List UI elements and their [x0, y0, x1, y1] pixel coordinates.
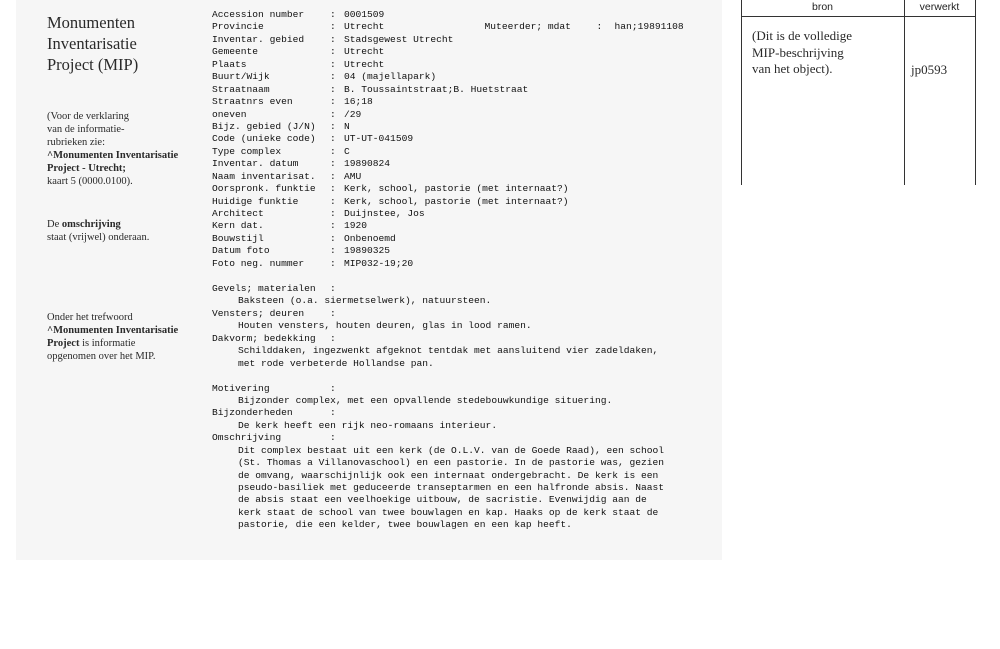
field-separator: : — [330, 183, 336, 195]
section-label: Motivering — [212, 382, 270, 394]
source-table — [741, 0, 991, 185]
field-separator: : — [330, 133, 336, 145]
field-separator: : — [330, 257, 336, 269]
note-text: De — [47, 219, 62, 230]
field-value: Onbenoemd — [344, 232, 396, 244]
section-line: pastorie, die een kelder, twee bouwlagen en een kap heeft. — [238, 519, 572, 531]
section-heading — [212, 432, 732, 444]
note-line: opgenomen over het MIP. — [47, 351, 156, 362]
note-line: (Voor de verklaring — [47, 111, 130, 122]
field-label: Muteerder; mdat — [484, 21, 571, 33]
section-label: Dakvorm; bedekking — [212, 332, 316, 344]
section-body — [212, 320, 732, 332]
field-label: Accession number — [212, 9, 305, 20]
field-label: Type complex — [212, 145, 282, 157]
field-separator: : — [330, 232, 336, 244]
field-label: Huidige funktie — [212, 195, 299, 207]
field-label: Oorspronk. funktie — [212, 183, 316, 195]
field-value: Utrecht — [344, 46, 385, 58]
verwerkt-header: verwerkt — [919, 1, 960, 13]
section-label: Bijzonderheden — [212, 407, 293, 419]
field-value: B. Toussaintstraat;B. Huetstraat — [344, 83, 529, 95]
section-label: Omschrijving — [212, 432, 282, 444]
section-line: (St. Thomas a Villanovaschool) en een pastorie. In de pastorie was, gezien — [238, 457, 665, 469]
field-label: Inventar. datum — [212, 158, 299, 170]
section-body — [212, 395, 732, 407]
field-value: AMU — [344, 170, 362, 182]
field-row — [212, 196, 569, 208]
verwerkt-value: jp0593 — [911, 62, 948, 77]
section-line: Schilddaken, ingezwenkt afgeknot tentdak met aansluitend vier zadeldaken, — [238, 345, 659, 357]
description-sections — [212, 283, 732, 532]
field-value: Stadsgewest Utrecht — [344, 33, 454, 45]
section-separator: : — [330, 332, 336, 344]
field-row — [212, 208, 569, 220]
table-border-left — [741, 0, 742, 185]
note-bold: Project — [47, 338, 80, 349]
field-value: Kerk, school, pastorie (met internaat?) — [344, 195, 569, 207]
section-line: De kerk heeft een rijk neo-romaans interieur. — [238, 419, 498, 431]
field-value: 19890824 — [344, 158, 391, 170]
field-label: Straatnaam — [212, 83, 270, 95]
note-line — [47, 162, 207, 175]
field-row — [212, 171, 569, 183]
section-line: de omvang, waarschijnlijk ook een internaat ondergebracht. De kerk is een — [238, 469, 659, 481]
section-line: kerk staat de school van twee bouwlagen en kap. Haaks op de kerk staat de — [238, 506, 659, 518]
legend-note — [47, 110, 207, 188]
section-separator: : — [330, 407, 336, 419]
field-value: MIP032-19;20 — [344, 257, 414, 269]
field-value: UT-UT-041509 — [344, 133, 414, 145]
field-value: N — [344, 120, 350, 132]
mip-title-line: Inventarisatie — [47, 34, 137, 53]
note-line: kaart 5 (0000.0100). — [47, 176, 133, 187]
field-label: Plaats — [212, 58, 247, 70]
field-separator: : — [330, 108, 336, 120]
field-label: Straatnrs even — [212, 96, 293, 108]
section-line: Houten vensters, houten deuren, glas in lood ramen. — [238, 320, 532, 332]
field-row — [212, 121, 569, 133]
bron-header: bron — [811, 1, 833, 13]
section-line: Baksteen (o.a. siermetselwerk), natuursteen. — [238, 295, 492, 307]
bron-line: MIP-beschrijving — [752, 44, 844, 60]
field-row — [212, 220, 569, 232]
note-text: is informatie — [79, 338, 136, 349]
field-row — [212, 133, 569, 145]
field-separator: : — [330, 158, 336, 170]
bron-line: van het object). — [752, 61, 833, 76]
note-line: rubrieken zie: — [47, 137, 106, 148]
record-fields — [212, 9, 684, 270]
section-body — [212, 420, 732, 432]
mip-title-line: Project (MIP) — [47, 55, 139, 74]
field-value: Duijnstee, Jos — [344, 208, 425, 219]
field-separator: : — [330, 71, 336, 83]
note-bold: omschrijving — [61, 219, 121, 230]
section-heading — [212, 383, 732, 395]
left-margin-notes — [47, 12, 197, 362]
field-row — [212, 59, 569, 71]
section-separator: : — [330, 307, 336, 319]
field-separator: : — [330, 9, 336, 20]
field-row — [212, 258, 569, 270]
muteerder-field — [450, 9, 684, 46]
omschrijving-note — [47, 218, 207, 244]
field-label: Buurt/Wijk — [212, 71, 270, 83]
section-heading — [212, 283, 732, 295]
field-separator: : — [596, 21, 603, 33]
fields-list — [212, 9, 569, 270]
field-separator: : — [330, 208, 336, 219]
section-line: Dit complex bestaat uit een kerk (de O.L.V. van de Goede Raad), een school — [238, 444, 665, 456]
section-heading — [212, 308, 732, 320]
field-row — [212, 71, 569, 83]
field-separator: : — [330, 58, 336, 70]
field-label: Gemeente — [212, 46, 259, 58]
field-row — [212, 109, 569, 121]
field-row — [212, 96, 569, 108]
section-line: pseudo-basiliek met geduceerde transeptarmen en een halfronde absis. Naast — [238, 482, 665, 493]
section-body — [212, 295, 732, 307]
section-line: Bijzonder complex, met een opvallende stedebouwkundige situering. — [238, 394, 613, 406]
note-line: van de informatie- — [47, 124, 125, 135]
section-label: Vensters; deuren — [212, 307, 305, 319]
field-value: 0001509 — [344, 9, 385, 20]
section-separator: : — [330, 432, 336, 444]
field-label: Architect — [212, 208, 264, 219]
scanned-document — [16, 0, 722, 560]
field-label: Foto neg. nummer — [212, 257, 305, 269]
table-header-rule — [741, 16, 975, 17]
field-separator: : — [330, 83, 336, 95]
field-label: Provincie — [212, 21, 264, 33]
field-label: Code (unieke code) — [212, 133, 316, 145]
section-separator: : — [330, 382, 336, 394]
field-separator: : — [330, 220, 336, 232]
field-value: Utrecht — [344, 21, 385, 33]
field-label: Naam inventarisat. — [212, 170, 316, 182]
field-separator: : — [330, 245, 336, 257]
field-label: Kern dat. — [212, 220, 264, 232]
note-bold: ^Monumenten Inventarisatie — [47, 150, 179, 161]
field-row — [212, 245, 569, 257]
note-bold: Project - Utrecht; — [47, 163, 126, 174]
note-line — [47, 337, 207, 350]
field-value: 1920 — [344, 220, 368, 232]
section-line: met rode verbeterde Hollandse pan. — [238, 357, 434, 369]
note-line — [47, 324, 207, 337]
field-separator: : — [330, 21, 336, 33]
section-body — [212, 445, 732, 532]
field-separator: : — [330, 96, 336, 108]
section-heading — [212, 407, 732, 419]
field-value: Kerk, school, pastorie (met internaat?) — [344, 183, 569, 195]
field-value: han;19891108 — [614, 21, 684, 33]
section-heading — [212, 333, 732, 345]
section-label: Gevels; materialen — [212, 283, 316, 294]
field-separator: : — [330, 145, 336, 157]
field-value: 19890325 — [344, 245, 391, 257]
bron-line: (Dit is de volledige — [752, 28, 853, 43]
field-separator: : — [330, 33, 336, 45]
field-value: 16;18 — [344, 96, 373, 108]
note-line: staat (vrijwel) onderaan. — [47, 232, 150, 243]
field-row — [212, 146, 569, 158]
note-line — [47, 149, 207, 162]
field-label: oneven — [212, 108, 247, 120]
field-value: 04 (majellapark) — [344, 71, 437, 83]
field-value: /29 — [344, 108, 362, 120]
note-bold: ^Monumenten Inventarisatie — [47, 325, 179, 336]
field-value: C — [344, 145, 350, 157]
field-row — [212, 158, 569, 170]
field-row — [212, 233, 569, 245]
bron-text — [752, 28, 902, 78]
field-separator: : — [330, 170, 336, 182]
field-separator: : — [330, 46, 336, 58]
trefwoord-note — [47, 311, 207, 363]
field-label: Inventar. gebied — [212, 33, 305, 45]
mip-title-line: Monumenten — [47, 13, 135, 32]
field-label: Datum foto — [212, 245, 270, 257]
table-divider — [904, 0, 905, 185]
field-label: Bijz. gebied (J/N) — [212, 120, 316, 132]
field-value: Utrecht — [344, 58, 385, 70]
field-separator: : — [330, 120, 336, 132]
section-separator: : — [330, 283, 336, 294]
field-row — [212, 183, 569, 195]
note-line — [47, 218, 207, 231]
field-separator: : — [330, 195, 336, 207]
table-border-right — [975, 0, 976, 185]
section-gap — [212, 370, 732, 382]
section-body — [212, 345, 732, 370]
field-label: Bouwstijl — [212, 232, 264, 244]
field-row — [212, 84, 569, 96]
note-line: Onder het trefwoord — [47, 312, 133, 323]
field-row — [212, 46, 569, 58]
section-line: de absis staat een veelhoekige uitbouw, de sacristie. Evenwijdig aan de — [238, 494, 647, 506]
